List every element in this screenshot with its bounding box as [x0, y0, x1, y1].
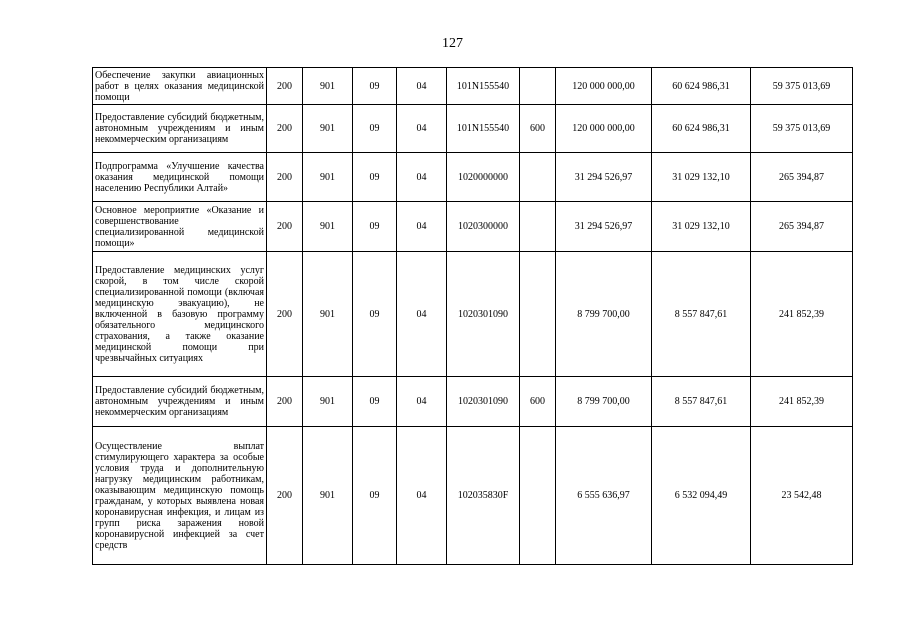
target-article-cell: 1020301090 — [447, 252, 520, 377]
code-cell: 200 — [267, 105, 303, 153]
subsection-cell: 04 — [397, 377, 447, 427]
subsection-cell: 04 — [397, 68, 447, 105]
section-cell: 09 — [353, 427, 397, 565]
target-article-cell: 101N155540 — [447, 105, 520, 153]
expense-type-cell — [520, 252, 556, 377]
plan-amount-cell: 31 294 526,97 — [556, 202, 652, 252]
plan-amount-cell: 120 000 000,00 — [556, 105, 652, 153]
subsection-cell: 04 — [397, 153, 447, 202]
expense-type-cell — [520, 202, 556, 252]
table-row — [93, 427, 853, 565]
row-name-cell: Подпрограмма «Улучшение качества оказания медицинской помощи населению Республики Алтай» — [93, 153, 267, 202]
section-cell: 09 — [353, 252, 397, 377]
expense-type-cell: 600 — [520, 105, 556, 153]
fact-amount-cell: 8 557 847,61 — [652, 252, 751, 377]
difference-amount-cell: 23 542,48 — [751, 427, 853, 565]
fact-amount-cell: 60 624 986,31 — [652, 68, 751, 105]
page-number: 127 — [442, 36, 463, 51]
row-name-cell: Предоставление субсидий бюджетным, автономным учреждениям и иным некоммерческим организациям — [93, 105, 267, 153]
grbs-cell: 901 — [303, 427, 353, 565]
grbs-cell: 901 — [303, 377, 353, 427]
row-name-cell: Осуществление выплат стимулирующего характера за особые условия труда и дополнительную нагрузку медицинским работникам, оказывающим медицинскую помощь гражданам, у которых выявлена новая коронавирусная инфекция, и лицам из групп риска заражения новой коронавирусной инфекцией за счет средств — [93, 427, 267, 565]
grbs-cell: 901 — [303, 202, 353, 252]
table-row — [93, 202, 853, 252]
table-row — [93, 68, 853, 105]
expense-type-cell — [520, 68, 556, 105]
fact-amount-cell: 6 532 094,49 — [652, 427, 751, 565]
plan-amount-cell: 8 799 700,00 — [556, 377, 652, 427]
code-cell: 200 — [267, 68, 303, 105]
grbs-cell: 901 — [303, 252, 353, 377]
row-name-cell: Основное мероприятие «Оказание и совершенствование специализированной медицинской помощи» — [93, 202, 267, 252]
difference-amount-cell: 265 394,87 — [751, 153, 853, 202]
table-row — [93, 105, 853, 153]
grbs-cell: 901 — [303, 105, 353, 153]
code-cell: 200 — [267, 252, 303, 377]
target-article-cell: 1020300000 — [447, 202, 520, 252]
subsection-cell: 04 — [397, 202, 447, 252]
row-name-cell: Обеспечение закупки авиационных работ в целях оказания медицинской помощи — [93, 68, 267, 105]
section-cell: 09 — [353, 105, 397, 153]
row-name-cell: Предоставление медицинских услуг скорой, в том числе скорой специализированной помощи (включая медицинскую эвакуацию), не включенной в базовую программу обязательного медицинского страхования, а также оказание медицинской помощи при чрезвычайных ситуациях — [93, 252, 267, 377]
table-row — [93, 153, 853, 202]
grbs-cell: 901 — [303, 153, 353, 202]
target-article-cell: 102035830F — [447, 427, 520, 565]
fact-amount-cell: 31 029 132,10 — [652, 202, 751, 252]
section-cell: 09 — [353, 68, 397, 105]
code-cell: 200 — [267, 427, 303, 565]
difference-amount-cell: 241 852,39 — [751, 252, 853, 377]
expense-type-cell: 600 — [520, 377, 556, 427]
subsection-cell: 04 — [397, 105, 447, 153]
code-cell: 200 — [267, 202, 303, 252]
subsection-cell: 04 — [397, 427, 447, 565]
target-article-cell: 1020301090 — [447, 377, 520, 427]
budget-table — [92, 67, 853, 565]
plan-amount-cell: 120 000 000,00 — [556, 68, 652, 105]
row-name-cell: Предоставление субсидий бюджетным, автономным учреждениям и иным некоммерческим организациям — [93, 377, 267, 427]
subsection-cell: 04 — [397, 252, 447, 377]
grbs-cell: 901 — [303, 68, 353, 105]
code-cell: 200 — [267, 377, 303, 427]
difference-amount-cell: 59 375 013,69 — [751, 68, 853, 105]
code-cell: 200 — [267, 153, 303, 202]
target-article-cell: 1020000000 — [447, 153, 520, 202]
section-cell: 09 — [353, 202, 397, 252]
fact-amount-cell: 8 557 847,61 — [652, 377, 751, 427]
table-row — [93, 377, 853, 427]
expense-type-cell — [520, 153, 556, 202]
target-article-cell: 101N155540 — [447, 68, 520, 105]
difference-amount-cell: 59 375 013,69 — [751, 105, 853, 153]
fact-amount-cell: 60 624 986,31 — [652, 105, 751, 153]
difference-amount-cell: 265 394,87 — [751, 202, 853, 252]
fact-amount-cell: 31 029 132,10 — [652, 153, 751, 202]
section-cell: 09 — [353, 153, 397, 202]
table-row — [93, 252, 853, 377]
expense-type-cell — [520, 427, 556, 565]
plan-amount-cell: 8 799 700,00 — [556, 252, 652, 377]
section-cell: 09 — [353, 377, 397, 427]
plan-amount-cell: 6 555 636,97 — [556, 427, 652, 565]
plan-amount-cell: 31 294 526,97 — [556, 153, 652, 202]
difference-amount-cell: 241 852,39 — [751, 377, 853, 427]
